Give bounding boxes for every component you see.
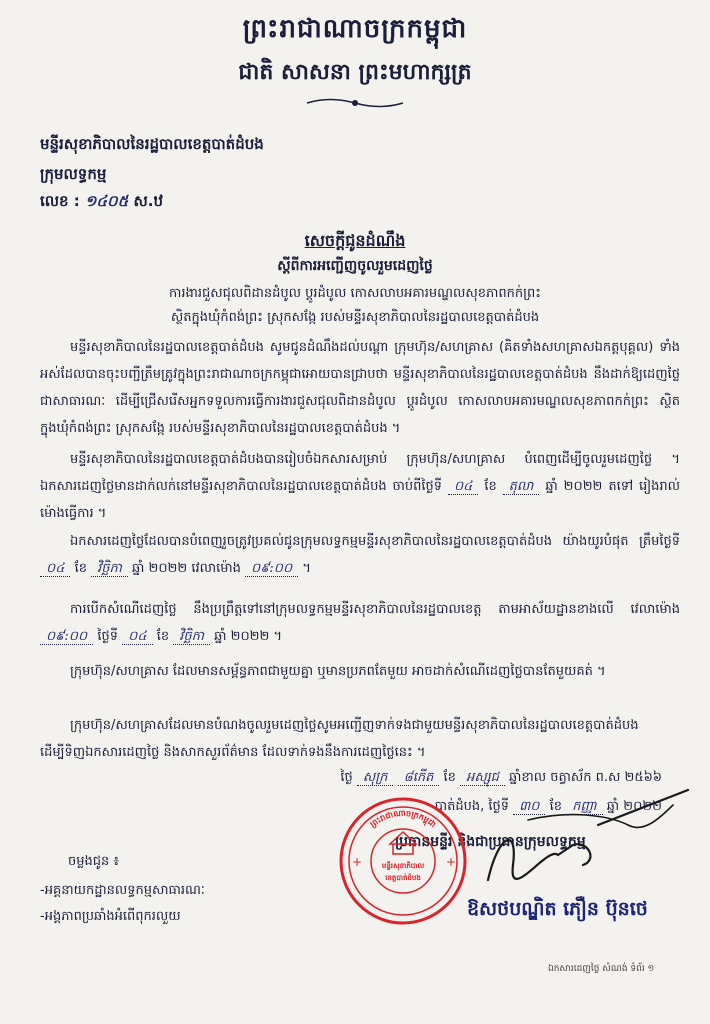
lunar-text-c: ខែ: [443, 770, 456, 785]
stamp-center-text-2: ខេត្តបាត់ដំបង: [385, 874, 421, 882]
solar-text-a: បាត់ដំបង, ថ្ងៃទី: [434, 799, 509, 814]
solar-text-b: ខែ: [549, 799, 562, 814]
solar-day: ៣០: [513, 799, 545, 815]
handwritten-signature: [458, 785, 698, 895]
p3-text-a: ឯកសារដេញថ្លៃដែលបានបំពេញរួចត្រូវប្រគល់ជូនក្រុមលទ្ធកម្មមន្ទីរសុខាភិបាលនៃរដ្ឋបាលខេត្តបាត់ដំបង យ៉ាងយូរបំផុត ត្រឹមថ្ងៃទី: [70, 534, 680, 549]
svg-text:+: +: [446, 855, 457, 869]
p3-time: ០៩:០០: [245, 561, 298, 577]
p4-text-d: ឆ្នាំ ២០២២ ។: [214, 629, 283, 644]
p4-day: ០៤: [122, 629, 152, 645]
kingdom-heading: ព្រះរាជាណាចក្រកម្ពុជា: [242, 14, 468, 44]
paragraph-6: ក្រុមហ៊ុន/សហគ្រាសដែលមានបំណងចូលរួមដេញថ្លៃសូមអញ្ជើញទាក់ទងជាមួយមន្ទីរសុខាភិបាលនៃរដ្ឋបាលខេត្តបាត់ដំបង ដើម្បីទិញឯកសារដេញថ្លៃ និងសាកសួរព័ត៌មាន ដែលទាក់ទងនឹងការដេញថ្លៃនេះ ។: [40, 718, 639, 760]
copies-heading: ចម្លងជូន ៖: [68, 854, 120, 869]
ref-number: ១៤០៥: [85, 192, 129, 210]
lunar-text-a: ថ្ងៃ: [340, 770, 353, 785]
paragraph-4: [40, 596, 680, 650]
p2-day: ០៤: [448, 479, 478, 495]
p4-time: ០៩:០០: [40, 629, 93, 645]
paragraph-1: មន្ទីរសុខាភិបាលនៃរដ្ឋបាលខេត្តបាត់ដំបង សូមជូនដំណឹងដល់បណ្តា ក្រុមហ៊ុន/សហគ្រាស (គិតទាំងសហគ្រាសឯកត្តបុគ្គល) ទាំងអស់ដែលបានចុះបញ្ជីត្រឹមត្រូវក្នុងព្រះរាជាណាចក្រកម្ពុជាអោយបានជ្រាបថា មន្ទីរសុខាភិបាលនៃរដ្ឋបាលខេត្តបាត់ដំបង នឹងដាក់ឱ្យដេញថ្លៃជាសាធារណៈ ដើម្បីជ្រើសរើសអ្នកទទួលការធ្វើការងារជួសជុលពិដានដំបូល ប្តូរដំបូល កោសលាបអគារមណ្ឌលសុខភាពកក់ព្រះ ស្ថិតក្នុងឃុំកំពង់ព្រះ ស្រុកសង្កែ របស់មន្ទីរសុខាភិបាលនៃរដ្ឋបាលខេត្តបាត់ដំបង ។: [40, 340, 680, 436]
p4-text-b: ថ្ងៃទី: [97, 629, 118, 644]
solar-text-c: ឆ្នាំ ២០២២: [606, 799, 662, 814]
ref-suffix: ស.ឋ: [133, 192, 163, 210]
p3-text-c: ឆ្នាំ ២០២២ វេលាម៉ោង: [132, 561, 241, 576]
ref-label: លេខ :: [40, 192, 80, 210]
p3-day: ០៤: [40, 561, 70, 577]
ornament-divider: [305, 96, 405, 110]
signatory-title: ប្រធានមន្ទីរ និងជាប្រធានក្រុមលទ្ធកម្ម: [395, 834, 586, 850]
lunar-month: អស្សុជ: [460, 770, 505, 786]
stamp-top-text: ព្រះរាជាណាចក្រកម្ពុជា: [368, 808, 438, 830]
page-footer: ឯកសារដេញថ្លៃ សំណង់ ទំព័រ ១: [548, 964, 655, 974]
lunar-day: សុក្រ: [357, 770, 394, 786]
notice-subject: ស្តីពីការអញ្ជើញចូលរួមដេញថ្លៃ: [277, 258, 433, 274]
p2-text-b: ខែ: [484, 479, 497, 494]
sender-department: មន្ទីរសុខាភិបាលនៃរដ្ឋបាលខេត្តបាត់ដំបង: [40, 135, 264, 153]
reference-line: [40, 192, 163, 214]
lunar-phase: ៨កើត: [398, 770, 440, 786]
p4-month: វិច្ឆិកា: [173, 629, 210, 645]
notice-title: សេចក្តីជូនដំណឹង: [304, 231, 406, 250]
official-stamp: [338, 796, 468, 926]
stamp-center-text: មន្ទីរសុខាភិបាល: [381, 862, 425, 870]
sender-office: ក្រុមលទ្ធកម្ម: [40, 165, 107, 183]
p4-text-c: ខែ: [156, 629, 170, 644]
national-motto: ជាតិ សាសនា ព្រះមហាក្សត្រ: [238, 60, 472, 85]
signatory-name: ឱសថបណ្ឌិត ភឿន ប៊ុនថេ: [467, 898, 648, 920]
copy-recipient: -អគ្គនាយកដ្ឋានលទ្ធកម្មសាធារណៈ: [40, 883, 205, 898]
p3-text-d: ។: [302, 561, 311, 576]
paragraph-3: [40, 528, 680, 582]
paragraph-5: ក្រុមហ៊ុន/សហគ្រាស ដែលមានសម្ព័ន្ធភាពជាមួយគ្នា ឬមានប្រភពតែមួយ អាចដាក់សំណើដេញថ្លៃបានតែមួយគត់ ។: [70, 664, 606, 679]
lunar-text-d: ឆ្នាំខាល ចត្វាស័ក ព.ស ២៥៦៦: [508, 770, 662, 785]
solar-month: កញ្ញា: [566, 799, 603, 815]
p3-month: វិច្ឆិកា: [91, 561, 128, 577]
context-line-2: ស្ថិតក្នុងឃុំកំពង់ព្រះ ស្រុកសង្កែ របស់មន្ទីរសុខាភិបាលនៃរដ្ឋបាលខេត្តបាត់ដំបង: [170, 310, 540, 325]
paragraph-2: [40, 446, 680, 527]
p4-text-a: ការបើកសំណើដេញថ្លៃ នឹងប្រព្រឹត្តទៅនៅក្រុមលទ្ធកម្មមន្ទីរសុខាភិបាលនៃរដ្ឋបាលខេត្ត តាមអាស័យដ្ឋានខាងលើ វេលាម៉ោង: [70, 602, 680, 617]
p2-text-a: មន្ទីរសុខាភិបាលនៃរដ្ឋបាលខេត្តបាត់ដំបងបានរៀបចំឯកសារសម្រាប់ ក្រុមហ៊ុន/សហគ្រាស បំពេញដើម្បីចូលរួមដេញថ្លៃ ។ ឯកសារដេញថ្លៃមានដាក់លក់នៅមន្ទីរសុខាភិបាលនៃរដ្ឋបាលខេត្តបាត់ដំបង ចាប់ពីថ្ងៃទី: [40, 452, 680, 494]
context-line-1: ការងារជួសជុលពិដានដំបូល ប្តូរដំបូល កោសលាបអគារមណ្ឌលសុខភាពកក់ព្រះ: [168, 286, 542, 301]
p2-month: តុលា: [503, 479, 540, 495]
svg-text:+: +: [352, 855, 363, 869]
copy-recipient: -អង្គភាពប្រឆាំងអំពើពុករលួយ: [40, 909, 181, 924]
notice-context: [0, 282, 710, 330]
p2-text-c: ឆ្នាំ ២០២២ តទៅ រៀងរាល់ម៉ោងធ្វើការ ។: [40, 479, 681, 521]
p3-text-b: ខែ: [74, 561, 87, 576]
